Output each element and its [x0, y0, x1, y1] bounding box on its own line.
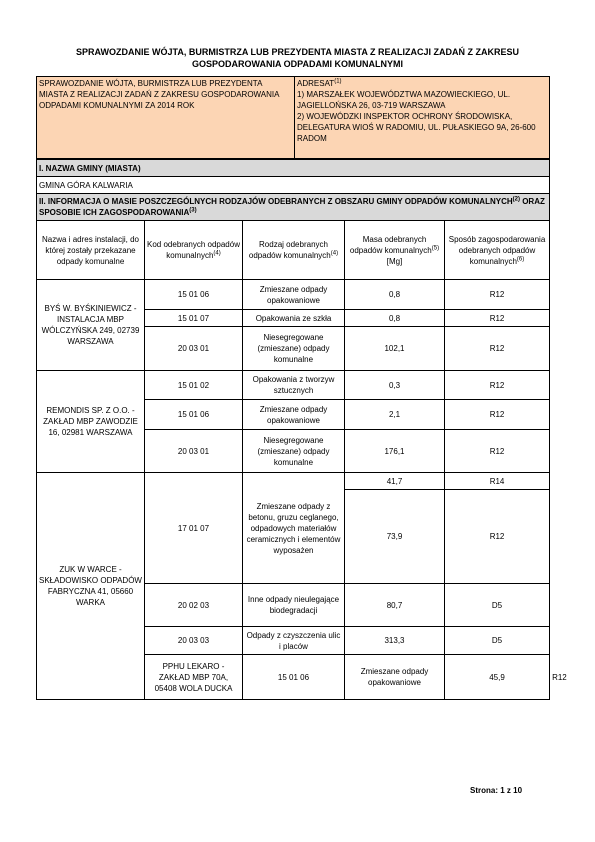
col-mass-header: Masa odebranych odpadów komunalnych$^{(5)}$ [Mg]: [345, 221, 445, 280]
col-method-header: Sposób zagospodarowania odebranych odpadów komunalnych$^{(6)}$: [445, 221, 550, 280]
waste-code: 20 03 03: [145, 627, 243, 655]
installation-name: REMONDIS SP. Z O.O. - ZAKŁAD MBP ZAWODZIE 16, 02981 WARSZAWA: [37, 371, 145, 473]
waste-mass: 0,8: [345, 280, 445, 310]
section-2-title: II. INFORMACJA O MASIE POSZCZEGÓLNYCH RODZAJÓW ODEBRANYCH Z OBSZARU GMINY ODPADÓW KOMUNALNYCH$^{(2)}$ ORAZ SPOSOBIE ICH ZAGOSPODAROWANIA$^{(3)}$: [37, 194, 550, 221]
waste-type: Odpady z czyszczenia ulic i placów: [243, 627, 345, 655]
waste-code: 15 01 06: [145, 280, 243, 310]
waste-method: D5: [445, 627, 550, 655]
waste-method: R12: [445, 327, 550, 371]
waste-code: 15 01 06: [243, 655, 345, 700]
waste-method: D5: [445, 584, 550, 627]
addressee-label: ADRESAT: [297, 79, 335, 88]
report-header-left: SPRAWOZDANIE WÓJTA, BURMISTRZA LUB PREZYDENTA MIASTA Z REALIZACJI ZADAŃ Z ZAKRESU GOSPODAROWANIA ODPADAMI KOMUNALNYMI ZA 2014 ROK: [37, 77, 295, 159]
waste-code: 20 02 03: [145, 584, 243, 627]
col-type-header: Rodzaj odebranych odpadów komunalnych$^{(4)}$: [243, 221, 345, 280]
addressee-cell: [295, 77, 550, 159]
waste-mass: 102,1: [345, 327, 445, 371]
table-row: [37, 473, 550, 490]
waste-method: R12: [445, 490, 550, 584]
waste-code: 17 01 07: [145, 473, 243, 584]
waste-mass: 0,3: [345, 371, 445, 400]
waste-method: R14: [445, 473, 550, 490]
waste-code: 15 01 07: [145, 310, 243, 327]
waste-method: R12: [445, 400, 550, 430]
table-row: [37, 280, 550, 310]
waste-type: Opakowania ze szkła: [243, 310, 345, 327]
section-1-title: I. NAZWA GMINY (MIASTA): [37, 160, 550, 177]
col-code-header: Kod odebranych odpadów komunalnych$^{(4)}$: [145, 221, 243, 280]
waste-mass: 0,8: [345, 310, 445, 327]
addressee-2: 2) WOJEWÓDZKI INSPEKTOR OCHRONY ŚRODOWISKA, DELEGATURA WIOŚ W RADOMIU, UL. PUŁASKIEGO 9A, 26-600 RADOM: [297, 112, 536, 143]
installation-name: ZUK W WARCE - SKŁADOWISKO ODPADÓW FABRYCZNA 41, 05660 WARKA: [37, 473, 145, 700]
waste-code: 20 03 01: [145, 327, 243, 371]
waste-mass: 41,7: [345, 473, 445, 490]
waste-table: [36, 159, 567, 700]
addressee-footnote: (1): [334, 78, 342, 85]
waste-mass: 176,1: [345, 430, 445, 473]
waste-type: Zmieszane odpady opakowaniowe: [243, 400, 345, 430]
waste-type: Inne odpady nieulegające biodegradacji: [243, 584, 345, 627]
municipality-name: GMINA GÓRA KALWARIA: [37, 177, 550, 194]
page-title: SPRAWOZDANIE WÓJTA, BURMISTRZA LUB PREZYDENTA MIASTA Z REALIZACJI ZADAŃ Z ZAKRESU GOSPODAROWANIA ODPADAMI KOMUNALNYMI: [76, 47, 519, 69]
table-row: [37, 371, 550, 400]
table-row: PPHU LEKARO - ZAKŁAD MBP 70A, 05408 WOLA DUCKA 15 01 06 Zmieszane odpady opakowaniowe 45,9 R12: [37, 655, 550, 700]
waste-type: Zmieszane odpady z betonu, gruzu ceglanego, odpadowych materiałów ceramicznych i elementów wyposażen: [243, 473, 345, 584]
waste-type: Niesegregowane (zmieszane) odpady komunalne: [243, 430, 345, 473]
report-header-table: [36, 76, 550, 159]
waste-method: R12: [445, 280, 550, 310]
waste-method: R12: [445, 430, 550, 473]
waste-code: 15 01 06: [145, 400, 243, 430]
waste-mass: 313,3: [345, 627, 445, 655]
waste-mass: 45,9: [445, 655, 550, 700]
waste-mass: 2,1: [345, 400, 445, 430]
waste-type: Niesegregowane (zmieszane) odpady komunalne: [243, 327, 345, 371]
waste-method: R12: [445, 371, 550, 400]
waste-code: 15 01 02: [145, 371, 243, 400]
addressee-1: 1) MARSZAŁEK WOJEWÓDZTWA MAZOWIECKIEGO, UL. JAGIELLOŃSKA 26, 03-719 WARSZAWA: [297, 90, 511, 110]
waste-type: Zmieszane odpady opakowaniowe: [243, 280, 345, 310]
waste-type: Zmieszane odpady opakowaniowe: [345, 655, 445, 700]
waste-mass: 80,7: [345, 584, 445, 627]
col-installation-header: Nazwa i adres instalacji, do której zostały przekazane odpady komunalne: [37, 221, 145, 280]
waste-mass: 73,9: [345, 490, 445, 584]
installation-name: PPHU LEKARO - ZAKŁAD MBP 70A, 05408 WOLA DUCKA: [145, 655, 243, 700]
waste-method: R12: [445, 310, 550, 327]
installation-name: BYŚ W. BYŚKINIEWICZ - INSTALACJA MBP WÓLCZYŃSKA 249, 02739 WARSZAWA: [37, 280, 145, 371]
waste-code: 20 03 01: [145, 430, 243, 473]
waste-type: Opakowania z tworzyw sztucznych: [243, 371, 345, 400]
page-number: Strona: 1 z 10: [470, 786, 523, 795]
